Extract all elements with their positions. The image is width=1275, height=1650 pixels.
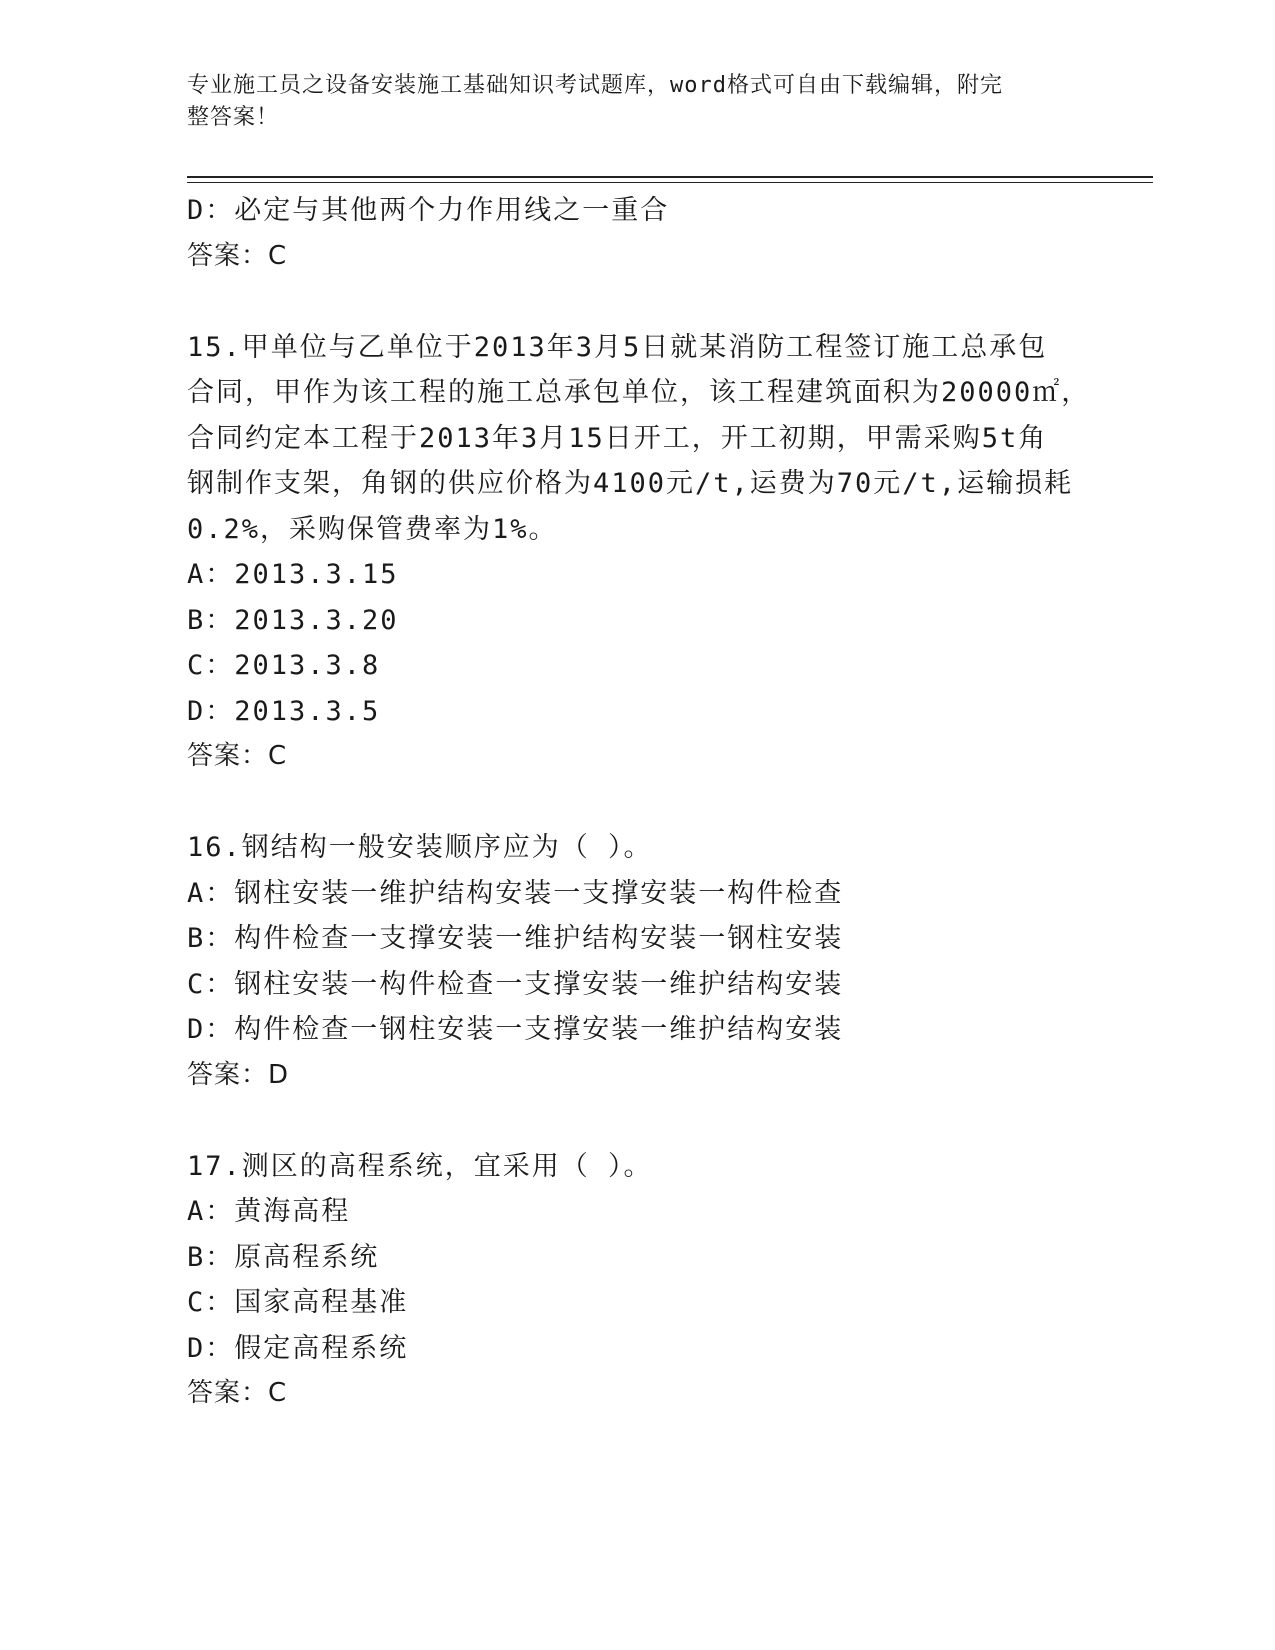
question-stem-line: 15.甲单位与乙单位于2013年3月5日就某消防工程签订施工总承包 <box>187 331 1048 363</box>
question-16 <box>187 825 1087 1098</box>
question-stem-line: 合同约定本工程于2013年3月15日开工，开工初期，甲需采购5t角 <box>187 422 1048 454</box>
spacer <box>187 279 1087 325</box>
answer-line: 答案：C <box>187 741 288 771</box>
option-c: C：国家高程基准 <box>187 1287 409 1318</box>
question-stem: 17.测区的高程系统，宜采用（ ）。 <box>187 1150 653 1182</box>
header-divider-thick <box>187 176 1153 178</box>
option-a: A：2013.3.15 <box>187 559 399 590</box>
option-d: D：必定与其他两个力作用线之一重合 <box>187 195 670 226</box>
option-c: C：钢柱安装一构件检查一支撑安装一维护结构安装 <box>187 968 844 1000</box>
spacer <box>187 1098 1087 1144</box>
header-title-line-2: 整答案！ <box>187 105 280 130</box>
question-stem-line: 0.2%，采购保管费率为1%。 <box>187 513 558 545</box>
option-c: C：2013.3.8 <box>187 650 381 681</box>
option-b: B：原高程系统 <box>187 1241 380 1273</box>
spacer <box>187 780 1087 826</box>
answer-line: 答案：C <box>187 1378 288 1408</box>
option-a: A：钢柱安装一维护结构安装一支撑安装一构件检查 <box>187 877 844 909</box>
question-stem-line: 合同，甲作为该工程的施工总承包单位，该工程建筑面积为20000㎡， <box>187 377 1091 408</box>
option-b: B：2013.3.20 <box>187 604 399 636</box>
option-d: D：构件检查一钢柱安装一支撑安装一维护结构安装 <box>187 1014 844 1045</box>
question-14-tail <box>187 188 1087 279</box>
document-header <box>187 70 1067 134</box>
question-17 <box>187 1144 1087 1417</box>
header-divider-thin <box>187 182 1153 183</box>
option-d: D：假定高程系统 <box>187 1332 409 1364</box>
answer-line: 答案：D <box>187 1059 290 1090</box>
question-15 <box>187 325 1091 780</box>
option-a: A：黄海高程 <box>187 1196 351 1227</box>
option-b: B：构件检查一支撑安装一维护结构安装一钢柱安装 <box>187 923 844 954</box>
question-stem: 16.钢结构一般安装顺序应为（ ）。 <box>187 832 653 863</box>
question-content <box>187 188 1091 1417</box>
question-stem-line: 钢制作支架，角钢的供应价格为4100元/t,运费为70元/t,运输损耗 <box>187 468 1074 499</box>
option-d: D：2013.3.5 <box>187 695 381 727</box>
answer-line: 答案：C <box>187 240 288 271</box>
header-title-line-1: 专业施工员之设备安装施工基础知识考试题库，word格式可自由下载编辑，附完 <box>187 73 1003 98</box>
